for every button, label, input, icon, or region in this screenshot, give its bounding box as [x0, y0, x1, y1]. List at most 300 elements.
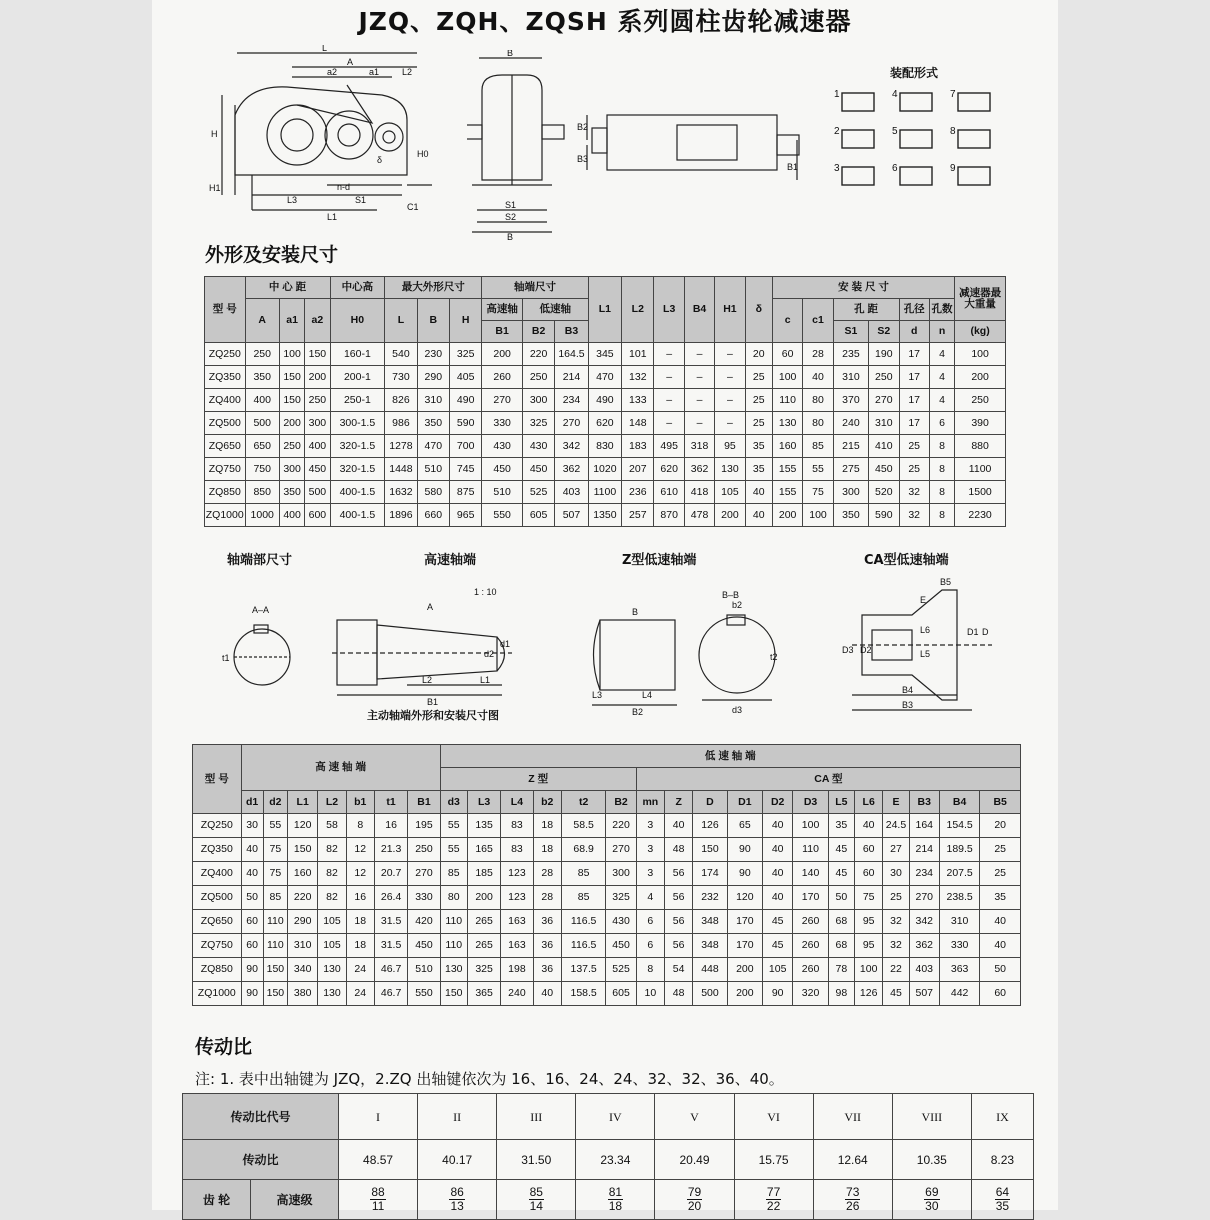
t2-col-D1: D1 — [727, 791, 762, 814]
value-cell: 20 — [745, 343, 772, 366]
value-cell: 430 — [606, 910, 636, 934]
value-cell: 120 — [288, 814, 318, 838]
value-cell: 430 — [522, 435, 554, 458]
value-cell: 150 — [288, 838, 318, 862]
table-row — [193, 910, 1021, 934]
col-L3: L3 — [654, 277, 684, 343]
value-cell: 430 — [482, 435, 523, 458]
value-cell: 507 — [909, 982, 939, 1006]
value-cell: 28 — [533, 886, 561, 910]
t3-ratio-header: 传动比 — [183, 1140, 339, 1180]
value-cell: 40 — [745, 504, 772, 527]
value-cell: 150 — [440, 982, 467, 1006]
value-cell: 986 — [385, 412, 417, 435]
dim-H1: H1 — [209, 183, 221, 193]
value-cell: 25 — [899, 458, 929, 481]
value-cell: 126 — [693, 814, 727, 838]
col-H: H — [450, 299, 482, 343]
value-cell: 318 — [684, 435, 714, 458]
value-cell: 525 — [522, 481, 554, 504]
value-cell: 325 — [606, 886, 636, 910]
value-cell: 660 — [417, 504, 449, 527]
value-cell: 158.5 — [561, 982, 605, 1006]
high-speed-shaft-diagram — [212, 575, 532, 710]
value-cell: 32 — [899, 481, 929, 504]
value-cell: 150 — [305, 343, 330, 366]
value-cell: 40 — [241, 862, 263, 886]
value-cell: 403 — [555, 481, 588, 504]
value-cell: 163 — [501, 934, 533, 958]
value-cell: 16 — [374, 814, 407, 838]
value-cell: 510 — [417, 458, 449, 481]
value-cell: 150 — [279, 389, 304, 412]
value-cell: 18 — [533, 838, 561, 862]
t2-col-B2: B2 — [606, 791, 636, 814]
value-cell: 257 — [622, 504, 654, 527]
value-cell: 365 — [467, 982, 500, 1006]
value-cell: 1500 — [955, 481, 1006, 504]
value-cell: 100 — [803, 504, 833, 527]
value-cell: 200 — [727, 958, 762, 982]
value-cell: 45 — [828, 862, 854, 886]
table-row — [205, 481, 1006, 504]
ratio-code-cell: VII — [813, 1094, 892, 1140]
z-low-label: Z型低速轴端 — [622, 553, 697, 568]
value-cell: 82 — [318, 838, 346, 862]
col-H0: H0 — [330, 299, 385, 343]
ratio-code-cell: I — [339, 1094, 418, 1140]
value-cell: 350 — [279, 481, 304, 504]
value-cell: 40 — [980, 910, 1021, 934]
value-cell: 95 — [715, 435, 745, 458]
t2-col-L4: L4 — [501, 791, 533, 814]
value-cell: 1100 — [955, 458, 1006, 481]
ca-label-B5: B5 — [940, 577, 952, 587]
t2-col-d3: d3 — [440, 791, 467, 814]
col-n: n — [929, 321, 954, 343]
value-cell: 155 — [772, 458, 802, 481]
table-note: 注: 1. 表中出轴键为 JZQ，2.ZQ 出轴键依次为 16、16、24、24、32、32、36、40。 — [195, 1070, 784, 1088]
ratio-value-cell: 48.57 — [339, 1140, 418, 1180]
value-cell: 405 — [450, 366, 482, 389]
value-cell: 40 — [763, 838, 793, 862]
table-row — [205, 435, 1006, 458]
gear-numerator: 81 — [608, 1185, 623, 1200]
model-cell: ZQ400 — [205, 389, 246, 412]
value-cell: 875 — [450, 481, 482, 504]
value-cell: 110 — [263, 910, 287, 934]
t2-col-z: Z 型 — [440, 768, 636, 791]
t2-col-Z: Z — [665, 791, 693, 814]
label-d2: d2 — [484, 649, 495, 659]
value-cell: 442 — [939, 982, 979, 1006]
assembly-num-7: 7 — [950, 89, 956, 100]
value-cell: 500 — [245, 412, 279, 435]
value-cell: 1632 — [385, 481, 417, 504]
value-cell: 250 — [869, 366, 899, 389]
t2-col-mn: mn — [636, 791, 664, 814]
ratio-code-cell: IV — [576, 1094, 655, 1140]
value-cell: 330 — [939, 934, 979, 958]
value-cell: 174 — [693, 862, 727, 886]
value-cell: 55 — [440, 814, 467, 838]
value-cell: 55 — [440, 838, 467, 862]
value-cell: 85 — [803, 435, 833, 458]
shaft-dims-label: 轴端部尺寸 — [227, 553, 293, 568]
value-cell: 590 — [450, 412, 482, 435]
value-cell: 320-1.5 — [330, 435, 385, 458]
value-cell: 56 — [665, 934, 693, 958]
value-cell: 83 — [501, 814, 533, 838]
value-cell: 36 — [533, 910, 561, 934]
value-cell: 300 — [833, 481, 868, 504]
model-cell: ZQ850 — [193, 958, 242, 982]
ratio-table — [182, 1093, 1034, 1220]
value-cell: 330 — [408, 886, 440, 910]
value-cell: 165 — [467, 838, 500, 862]
value-cell: 418 — [684, 481, 714, 504]
t2-col-L1: L1 — [288, 791, 318, 814]
value-cell: 342 — [555, 435, 588, 458]
value-cell: 32 — [899, 504, 929, 527]
ca-label-D3: D3 — [842, 645, 854, 655]
value-cell: 133 — [622, 389, 654, 412]
value-cell: 100 — [955, 343, 1006, 366]
value-cell: 348 — [693, 910, 727, 934]
value-cell: 600 — [305, 504, 330, 527]
t2-col-L3: L3 — [467, 791, 500, 814]
gear-numerator: 77 — [766, 1185, 781, 1200]
value-cell: 238.5 — [939, 886, 979, 910]
value-cell: 234 — [555, 389, 588, 412]
value-cell: 31.5 — [374, 910, 407, 934]
value-cell: 250-1 — [330, 389, 385, 412]
table-row — [205, 366, 1006, 389]
side-dim-B: B — [507, 50, 514, 58]
value-cell: 160 — [288, 862, 318, 886]
value-cell: 56 — [665, 862, 693, 886]
value-cell: 24 — [346, 958, 374, 982]
value-cell: 200 — [467, 886, 500, 910]
value-cell: 154.5 — [939, 814, 979, 838]
value-cell: 85 — [561, 886, 605, 910]
value-cell: 40 — [745, 481, 772, 504]
value-cell: 40 — [533, 982, 561, 1006]
ratio-value-cell: 15.75 — [734, 1140, 813, 1180]
value-cell: 250 — [305, 389, 330, 412]
value-cell: 58.5 — [561, 814, 605, 838]
col-install: 安 装 尺 寸 — [772, 277, 954, 299]
value-cell: 4 — [929, 389, 954, 412]
value-cell: 450 — [522, 458, 554, 481]
ca-label-L6: L6 — [920, 625, 931, 635]
assembly-num-2: 2 — [834, 126, 840, 137]
col-kg: (kg) — [955, 321, 1006, 343]
value-cell: 82 — [318, 862, 346, 886]
value-cell: 130 — [440, 958, 467, 982]
value-cell: 60 — [241, 910, 263, 934]
value-cell: 270 — [909, 886, 939, 910]
value-cell: 220 — [606, 814, 636, 838]
value-cell: 54 — [665, 958, 693, 982]
value-cell: 240 — [501, 982, 533, 1006]
value-cell: 400 — [245, 389, 279, 412]
model-cell: ZQ750 — [205, 458, 246, 481]
gear-teeth-cell — [734, 1180, 813, 1220]
table-row — [193, 862, 1021, 886]
t2-col-d1: d1 — [241, 791, 263, 814]
table-row — [193, 814, 1021, 838]
ratio-value-cell: 23.34 — [576, 1140, 655, 1180]
gear-numerator: 79 — [687, 1185, 702, 1200]
value-cell: 730 — [385, 366, 417, 389]
value-cell: 46.7 — [374, 958, 407, 982]
t2-col-b1: b1 — [346, 791, 374, 814]
t2-col-L6: L6 — [855, 791, 883, 814]
col-weight: 减速器最大重量 — [955, 277, 1006, 321]
label-taper: 1 : 10 — [474, 587, 497, 597]
ratio-code-cell: II — [418, 1094, 497, 1140]
t3-code-header: 传动比代号 — [183, 1094, 339, 1140]
assembly-num-6: 6 — [892, 163, 898, 174]
value-cell: 3 — [636, 814, 664, 838]
value-cell: 163 — [501, 910, 533, 934]
value-cell: 24 — [346, 982, 374, 1006]
value-cell: 27 — [883, 838, 909, 862]
gear-numerator: 86 — [450, 1185, 464, 1200]
value-cell: 342 — [909, 910, 939, 934]
value-cell: 160-1 — [330, 343, 385, 366]
z-label-L3: L3 — [592, 690, 603, 700]
col-A: A — [245, 299, 279, 343]
value-cell: 448 — [693, 958, 727, 982]
gear-teeth-cell — [813, 1180, 892, 1220]
value-cell: 350 — [417, 412, 449, 435]
gear-denominator: 20 — [687, 1199, 702, 1213]
plan-dim-B1: B1 — [787, 162, 799, 172]
value-cell: 60 — [855, 862, 883, 886]
z-label-L4: L4 — [642, 690, 653, 700]
shaft-end-table — [192, 744, 1021, 1006]
value-cell: 265 — [467, 934, 500, 958]
value-cell: 234 — [909, 862, 939, 886]
col-S2: S2 — [869, 321, 899, 343]
value-cell: 610 — [654, 481, 684, 504]
t2-col-ca: CA 型 — [636, 768, 1020, 791]
value-cell: – — [654, 389, 684, 412]
gear-teeth-cell — [497, 1180, 576, 1220]
value-cell: 170 — [727, 934, 762, 958]
gear-teeth-cell — [971, 1180, 1033, 1220]
value-cell: 105 — [318, 910, 346, 934]
ratio-value-cell: 8.23 — [971, 1140, 1033, 1180]
value-cell: 745 — [450, 458, 482, 481]
value-cell: 260 — [482, 366, 523, 389]
value-cell: 25 — [745, 412, 772, 435]
value-cell: 207.5 — [939, 862, 979, 886]
value-cell: 12 — [346, 862, 374, 886]
plan-view-diagram — [577, 90, 807, 190]
value-cell: 300 — [522, 389, 554, 412]
value-cell: 470 — [417, 435, 449, 458]
ratio-code-cell: IX — [971, 1094, 1033, 1140]
value-cell: 55 — [263, 814, 287, 838]
value-cell: 65 — [727, 814, 762, 838]
value-cell: 605 — [606, 982, 636, 1006]
value-cell: 750 — [245, 458, 279, 481]
model-cell: ZQ650 — [193, 910, 242, 934]
value-cell: 340 — [288, 958, 318, 982]
col-shaft: 轴端尺寸 — [482, 277, 588, 299]
value-cell: 183 — [622, 435, 654, 458]
t2-col-D2: D2 — [763, 791, 793, 814]
value-cell: 965 — [450, 504, 482, 527]
value-cell: 28 — [803, 343, 833, 366]
value-cell: 214 — [909, 838, 939, 862]
value-cell: 56 — [665, 910, 693, 934]
value-cell: 25 — [883, 886, 909, 910]
value-cell: 4 — [636, 886, 664, 910]
value-cell: 130 — [318, 982, 346, 1006]
t2-col-high: 高 速 轴 端 — [241, 745, 440, 791]
table-row — [193, 958, 1021, 982]
t2-col-B1: B1 — [408, 791, 440, 814]
value-cell: 132 — [622, 366, 654, 389]
model-cell: ZQ1000 — [193, 982, 242, 1006]
table-row — [205, 504, 1006, 527]
value-cell: 185 — [467, 862, 500, 886]
value-cell: – — [684, 366, 714, 389]
gear-denominator: 35 — [995, 1199, 1010, 1213]
value-cell: 4 — [929, 366, 954, 389]
value-cell: 105 — [715, 481, 745, 504]
value-cell: 470 — [588, 366, 621, 389]
value-cell: 240 — [833, 412, 868, 435]
ratio-value-cell: 20.49 — [655, 1140, 734, 1180]
value-cell: 68 — [828, 934, 854, 958]
value-cell: 450 — [606, 934, 636, 958]
value-cell: 200-1 — [330, 366, 385, 389]
t2-col-low: 低 速 轴 端 — [440, 745, 1020, 768]
value-cell: 56 — [665, 886, 693, 910]
value-cell: 232 — [693, 886, 727, 910]
value-cell: 1448 — [385, 458, 417, 481]
value-cell: 110 — [772, 389, 802, 412]
value-cell: – — [684, 389, 714, 412]
value-cell: 25 — [745, 389, 772, 412]
value-cell: 450 — [869, 458, 899, 481]
side-dim-S1: S1 — [505, 200, 517, 210]
assembly-forms-diagram — [832, 85, 1012, 195]
table-row — [193, 982, 1021, 1006]
value-cell: 105 — [763, 958, 793, 982]
value-cell: 135 — [467, 814, 500, 838]
value-cell: 101 — [622, 343, 654, 366]
col-a2: a2 — [305, 299, 330, 343]
t2-col-D: D — [693, 791, 727, 814]
value-cell: – — [715, 389, 745, 412]
dim-L1: L1 — [327, 212, 338, 222]
t2-col-B3: B3 — [909, 791, 939, 814]
value-cell: 540 — [385, 343, 417, 366]
value-cell: 100 — [279, 343, 304, 366]
value-cell: 26.4 — [374, 886, 407, 910]
gear-numerator: 69 — [925, 1185, 939, 1200]
value-cell: 270 — [482, 389, 523, 412]
model-cell: ZQ750 — [193, 934, 242, 958]
value-cell: 150 — [263, 958, 287, 982]
value-cell: 270 — [555, 412, 588, 435]
value-cell: 198 — [501, 958, 533, 982]
value-cell: 46.7 — [374, 982, 407, 1006]
value-cell: 6 — [929, 412, 954, 435]
value-cell: 590 — [869, 504, 899, 527]
value-cell: – — [715, 412, 745, 435]
table-row — [193, 886, 1021, 910]
value-cell: 75 — [263, 838, 287, 862]
gear-denominator: 14 — [529, 1199, 543, 1213]
value-cell: 370 — [833, 389, 868, 412]
value-cell: 28 — [533, 862, 561, 886]
value-cell: 60 — [772, 343, 802, 366]
gear-numerator: 85 — [529, 1185, 543, 1200]
value-cell: 260 — [793, 934, 828, 958]
value-cell: 700 — [450, 435, 482, 458]
z-label-t2: t2 — [770, 652, 778, 662]
value-cell: 8 — [929, 481, 954, 504]
dim-nd: n-d — [337, 182, 351, 192]
value-cell: 350 — [245, 366, 279, 389]
value-cell: 85 — [440, 862, 467, 886]
value-cell: – — [684, 412, 714, 435]
value-cell: 140 — [793, 862, 828, 886]
col-ls: 低速轴 — [522, 299, 588, 321]
value-cell: 35 — [745, 435, 772, 458]
value-cell: 220 — [288, 886, 318, 910]
value-cell: 85 — [561, 862, 605, 886]
value-cell: 550 — [482, 504, 523, 527]
value-cell: 40 — [763, 886, 793, 910]
page-title: JZQ、ZQH、ZQSH 系列圆柱齿轮减速器 — [358, 7, 852, 36]
value-cell: 40 — [763, 814, 793, 838]
value-cell: 80 — [440, 886, 467, 910]
col-hole: 孔 距 — [833, 299, 899, 321]
value-cell: 8 — [929, 435, 954, 458]
value-cell: 1000 — [245, 504, 279, 527]
t2-col-B4: B4 — [939, 791, 979, 814]
value-cell: 60 — [855, 838, 883, 862]
value-cell: 300 — [305, 412, 330, 435]
value-cell: 8 — [346, 814, 374, 838]
value-cell: 130 — [715, 458, 745, 481]
value-cell: 160 — [772, 435, 802, 458]
assembly-label: 装配形式 — [890, 66, 939, 80]
model-cell: ZQ1000 — [205, 504, 246, 527]
value-cell: 310 — [417, 389, 449, 412]
value-cell: 350 — [833, 504, 868, 527]
value-cell: 45 — [828, 838, 854, 862]
value-cell: 98 — [828, 982, 854, 1006]
value-cell: 525 — [606, 958, 636, 982]
value-cell: 18 — [533, 814, 561, 838]
value-cell: 100 — [793, 814, 828, 838]
col-L2: L2 — [622, 277, 654, 343]
value-cell: 270 — [408, 862, 440, 886]
value-cell: 40 — [241, 838, 263, 862]
value-cell: 215 — [833, 435, 868, 458]
value-cell: 68.9 — [561, 838, 605, 862]
value-cell: 250 — [245, 343, 279, 366]
